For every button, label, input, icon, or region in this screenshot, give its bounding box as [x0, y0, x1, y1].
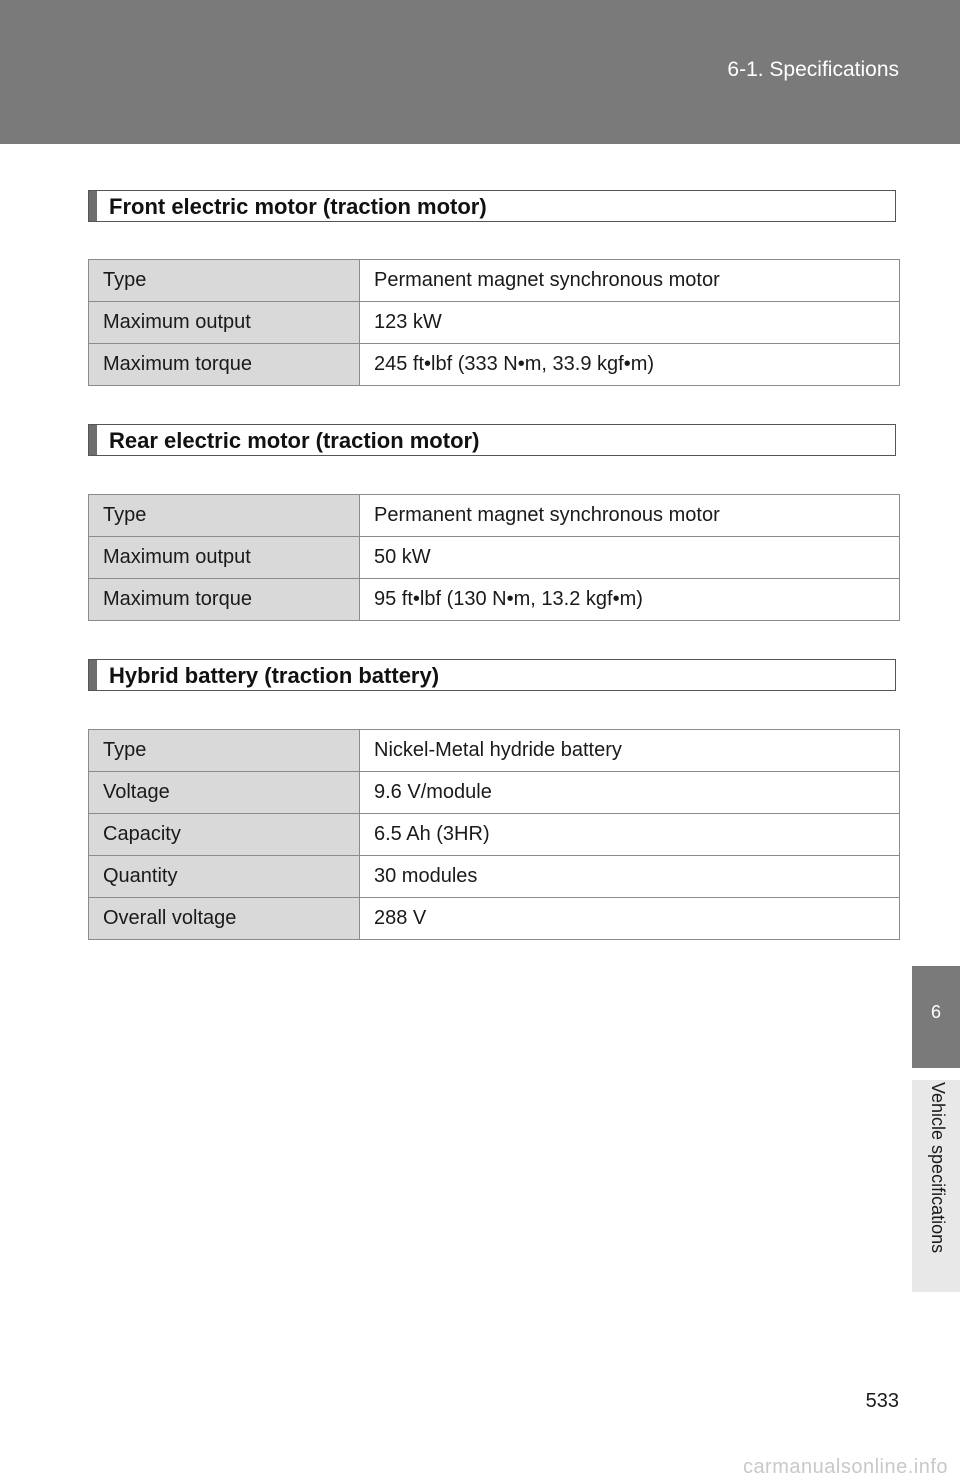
table-row: [89, 814, 900, 856]
table-row: [89, 730, 900, 772]
table-row: [89, 344, 900, 386]
spec-value: 30 modules: [360, 856, 900, 898]
spec-key: Type: [89, 730, 360, 772]
section-title: Hybrid battery (traction battery): [109, 663, 440, 688]
table-row: [89, 579, 900, 621]
section-heading-hybrid-battery: [88, 659, 896, 691]
table-row: [89, 898, 900, 940]
spec-value: 245 ft•lbf (333 N•m, 33.9 kgf•m): [360, 344, 900, 386]
spec-table-hybrid-battery: [88, 729, 900, 940]
spec-key: Overall voltage: [89, 898, 360, 940]
spec-value: Permanent magnet synchronous motor: [360, 495, 900, 537]
page-header: [0, 0, 960, 144]
spec-key: Voltage: [89, 772, 360, 814]
spec-key: Maximum output: [89, 302, 360, 344]
spec-value: 9.6 V/module: [360, 772, 900, 814]
chapter-number: 6: [930, 1002, 941, 1022]
spec-key: Type: [89, 260, 360, 302]
spec-key: Capacity: [89, 814, 360, 856]
spec-value: 6.5 Ah (3HR): [360, 814, 900, 856]
table-row: [89, 772, 900, 814]
section-title: Rear electric motor (traction motor): [109, 428, 480, 453]
spec-value: 95 ft•lbf (130 N•m, 13.2 kgf•m): [360, 579, 900, 621]
spec-table-rear-motor: [88, 494, 900, 621]
heading-bar: [89, 425, 97, 455]
section-heading-front-motor: [88, 190, 896, 222]
table-row: [89, 495, 900, 537]
heading-bar: [89, 191, 97, 221]
spec-value: Permanent magnet synchronous motor: [360, 260, 900, 302]
watermark: carmanualsonline.info: [742, 1456, 948, 1478]
spec-key: Maximum output: [89, 537, 360, 579]
spec-value: Nickel-Metal hydride battery: [360, 730, 900, 772]
spec-value: 123 kW: [360, 302, 900, 344]
spec-value: 288 V: [360, 898, 900, 940]
spec-table-front-motor: [88, 259, 900, 386]
header-title: 6-1. Specifications: [727, 58, 899, 81]
spec-key: Maximum torque: [89, 579, 360, 621]
table-row: [89, 856, 900, 898]
heading-bar: [89, 660, 97, 690]
spec-value: 50 kW: [360, 537, 900, 579]
spec-key: Type: [89, 495, 360, 537]
page-number: 533: [865, 1390, 899, 1412]
section-heading-rear-motor: [88, 424, 896, 456]
table-row: [89, 260, 900, 302]
spec-key: Quantity: [89, 856, 360, 898]
chapter-tab: [912, 966, 960, 1068]
chapter-side-label: [912, 1080, 960, 1292]
table-row: [89, 302, 900, 344]
section-title: Front electric motor (traction motor): [109, 194, 487, 219]
spec-key: Maximum torque: [89, 344, 360, 386]
chapter-label-text: Vehicle specifications: [928, 1082, 948, 1254]
table-row: [89, 537, 900, 579]
